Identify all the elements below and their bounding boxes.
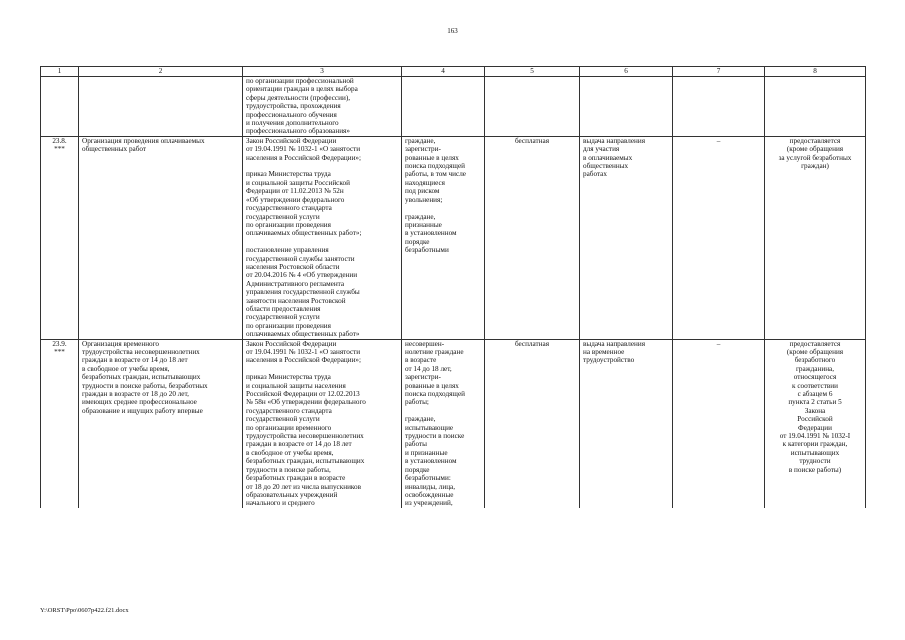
- service-name-cell: [79, 77, 243, 137]
- recipients-cell: граждане, зарегистри- рованные в целях поиска подходящей работы, в том числе находящиеся под риском увольнения; граждане, признанные в установленном порядке безработными: [402, 136, 485, 339]
- recipients-cell: [402, 77, 485, 137]
- result-cell: выдача направления на временное трудоустройство: [580, 339, 673, 508]
- services-table: [40, 66, 866, 508]
- column-header: 2: [79, 67, 243, 77]
- file-path-footer: Y:\ORST\Ppo\0607p422.f21.docx: [40, 607, 129, 614]
- row-number-cell: 23.9. ***: [41, 339, 79, 508]
- service-name-cell: Организация проведения оплачиваемых общественных работ: [79, 136, 243, 339]
- column-8-cell: предоставляется (кроме обращения безработного гражданина, относящегося к соответствии с абзацем 6 пункта 2 статьи 5 Закона Российской Федерации от 19.04.1991 № 1032-I к категории граждан, испытывающих трудности в поиске работы): [765, 339, 866, 508]
- row-number-cell: [41, 77, 79, 137]
- service-name-cell: Организация временного трудоустройства несовершеннолетних граждан в возрасте от 14 до 18 лет в свободное от учебы время, безработных граждан, испытывающих трудности в поиске работы, безработных граждан в возрасте от 18 до 20 лет, имеющих среднее профессиональное образование и ищущих работу впервые: [79, 339, 243, 508]
- column-header: 8: [765, 67, 866, 77]
- column-header: 3: [243, 67, 402, 77]
- result-cell: [580, 77, 673, 137]
- legal-basis-cell: по организации профессиональной ориентации граждан в целях выбора сферы деятельности (профессии), трудоустройства, прохождения профессионального обучения и получения дополнительного профессионального образования»: [243, 77, 402, 137]
- column-7-cell: –: [673, 339, 765, 508]
- payment-cell: бесплатная: [485, 339, 580, 508]
- legal-basis-cell: Закон Российской Федерации от 19.04.1991 № 1032-1 «О занятости населения в Российской Федерации»; приказ Министерства труда и социальной защиты Российской Федерации от 11.02.2013 № 52н «Об утверждении федерального государственного стандарта государственной услуги по организации проведения оплачиваемых общественных работ»; постановление управления государственной службы занятости населения Ростовской области от 20.04.2016 № 4 «Об утверждении Административного регламента управления государственной службы занятости населения Ростовской области предоставления государственной услуги по организации проведения оплачиваемых общественных работ»: [243, 136, 402, 339]
- payment-cell: бесплатная: [485, 136, 580, 339]
- payment-cell: [485, 77, 580, 137]
- table-row: [41, 339, 866, 508]
- column-number-row: [41, 67, 866, 77]
- column-header: 7: [673, 67, 765, 77]
- column-8-cell: [765, 77, 866, 137]
- column-header: 5: [485, 67, 580, 77]
- result-cell: выдача направления для участия в оплачиваемых общественных работах: [580, 136, 673, 339]
- column-header: 4: [402, 67, 485, 77]
- row-number-cell: 23.8. ***: [41, 136, 79, 339]
- recipients-cell: несовершен- нолетние граждане в возрасте от 14 до 18 лет, зарегистри- рованные в целях поиска подходящей работы; граждане, испытывающие трудности в поиске работы и признанные в установленном порядке безработными: инвалиды, лица, освобожденные из учреждений,: [402, 339, 485, 508]
- column-8-cell: предоставляется (кроме обращения за услугой безработных граждан): [765, 136, 866, 339]
- column-7-cell: [673, 77, 765, 137]
- column-header: 1: [41, 67, 79, 77]
- column-header: 6: [580, 67, 673, 77]
- table-row: [41, 136, 866, 339]
- table-row: [41, 77, 866, 137]
- page-number: 163: [447, 27, 458, 35]
- column-7-cell: –: [673, 136, 765, 339]
- legal-basis-cell: Закон Российской Федерации от 19.04.1991 № 1032-1 «О занятости населения в Российской Федерации»; приказ Министерства труда и социальной защиты населения Российской Федерации от 12.02.2013 № 58н «Об утверждении федерального государственного стандарта государственной услуги по организации временного трудоустройства несовершеннолетних граждан в возрасте от 14 до 18 лет в свободное от учебы время, безработных граждан, испытывающих трудности в поиске работы, безработных граждан в возрасте от 18 до 20 лет из числа выпускников образовательных учреждений начального и среднего: [243, 339, 402, 508]
